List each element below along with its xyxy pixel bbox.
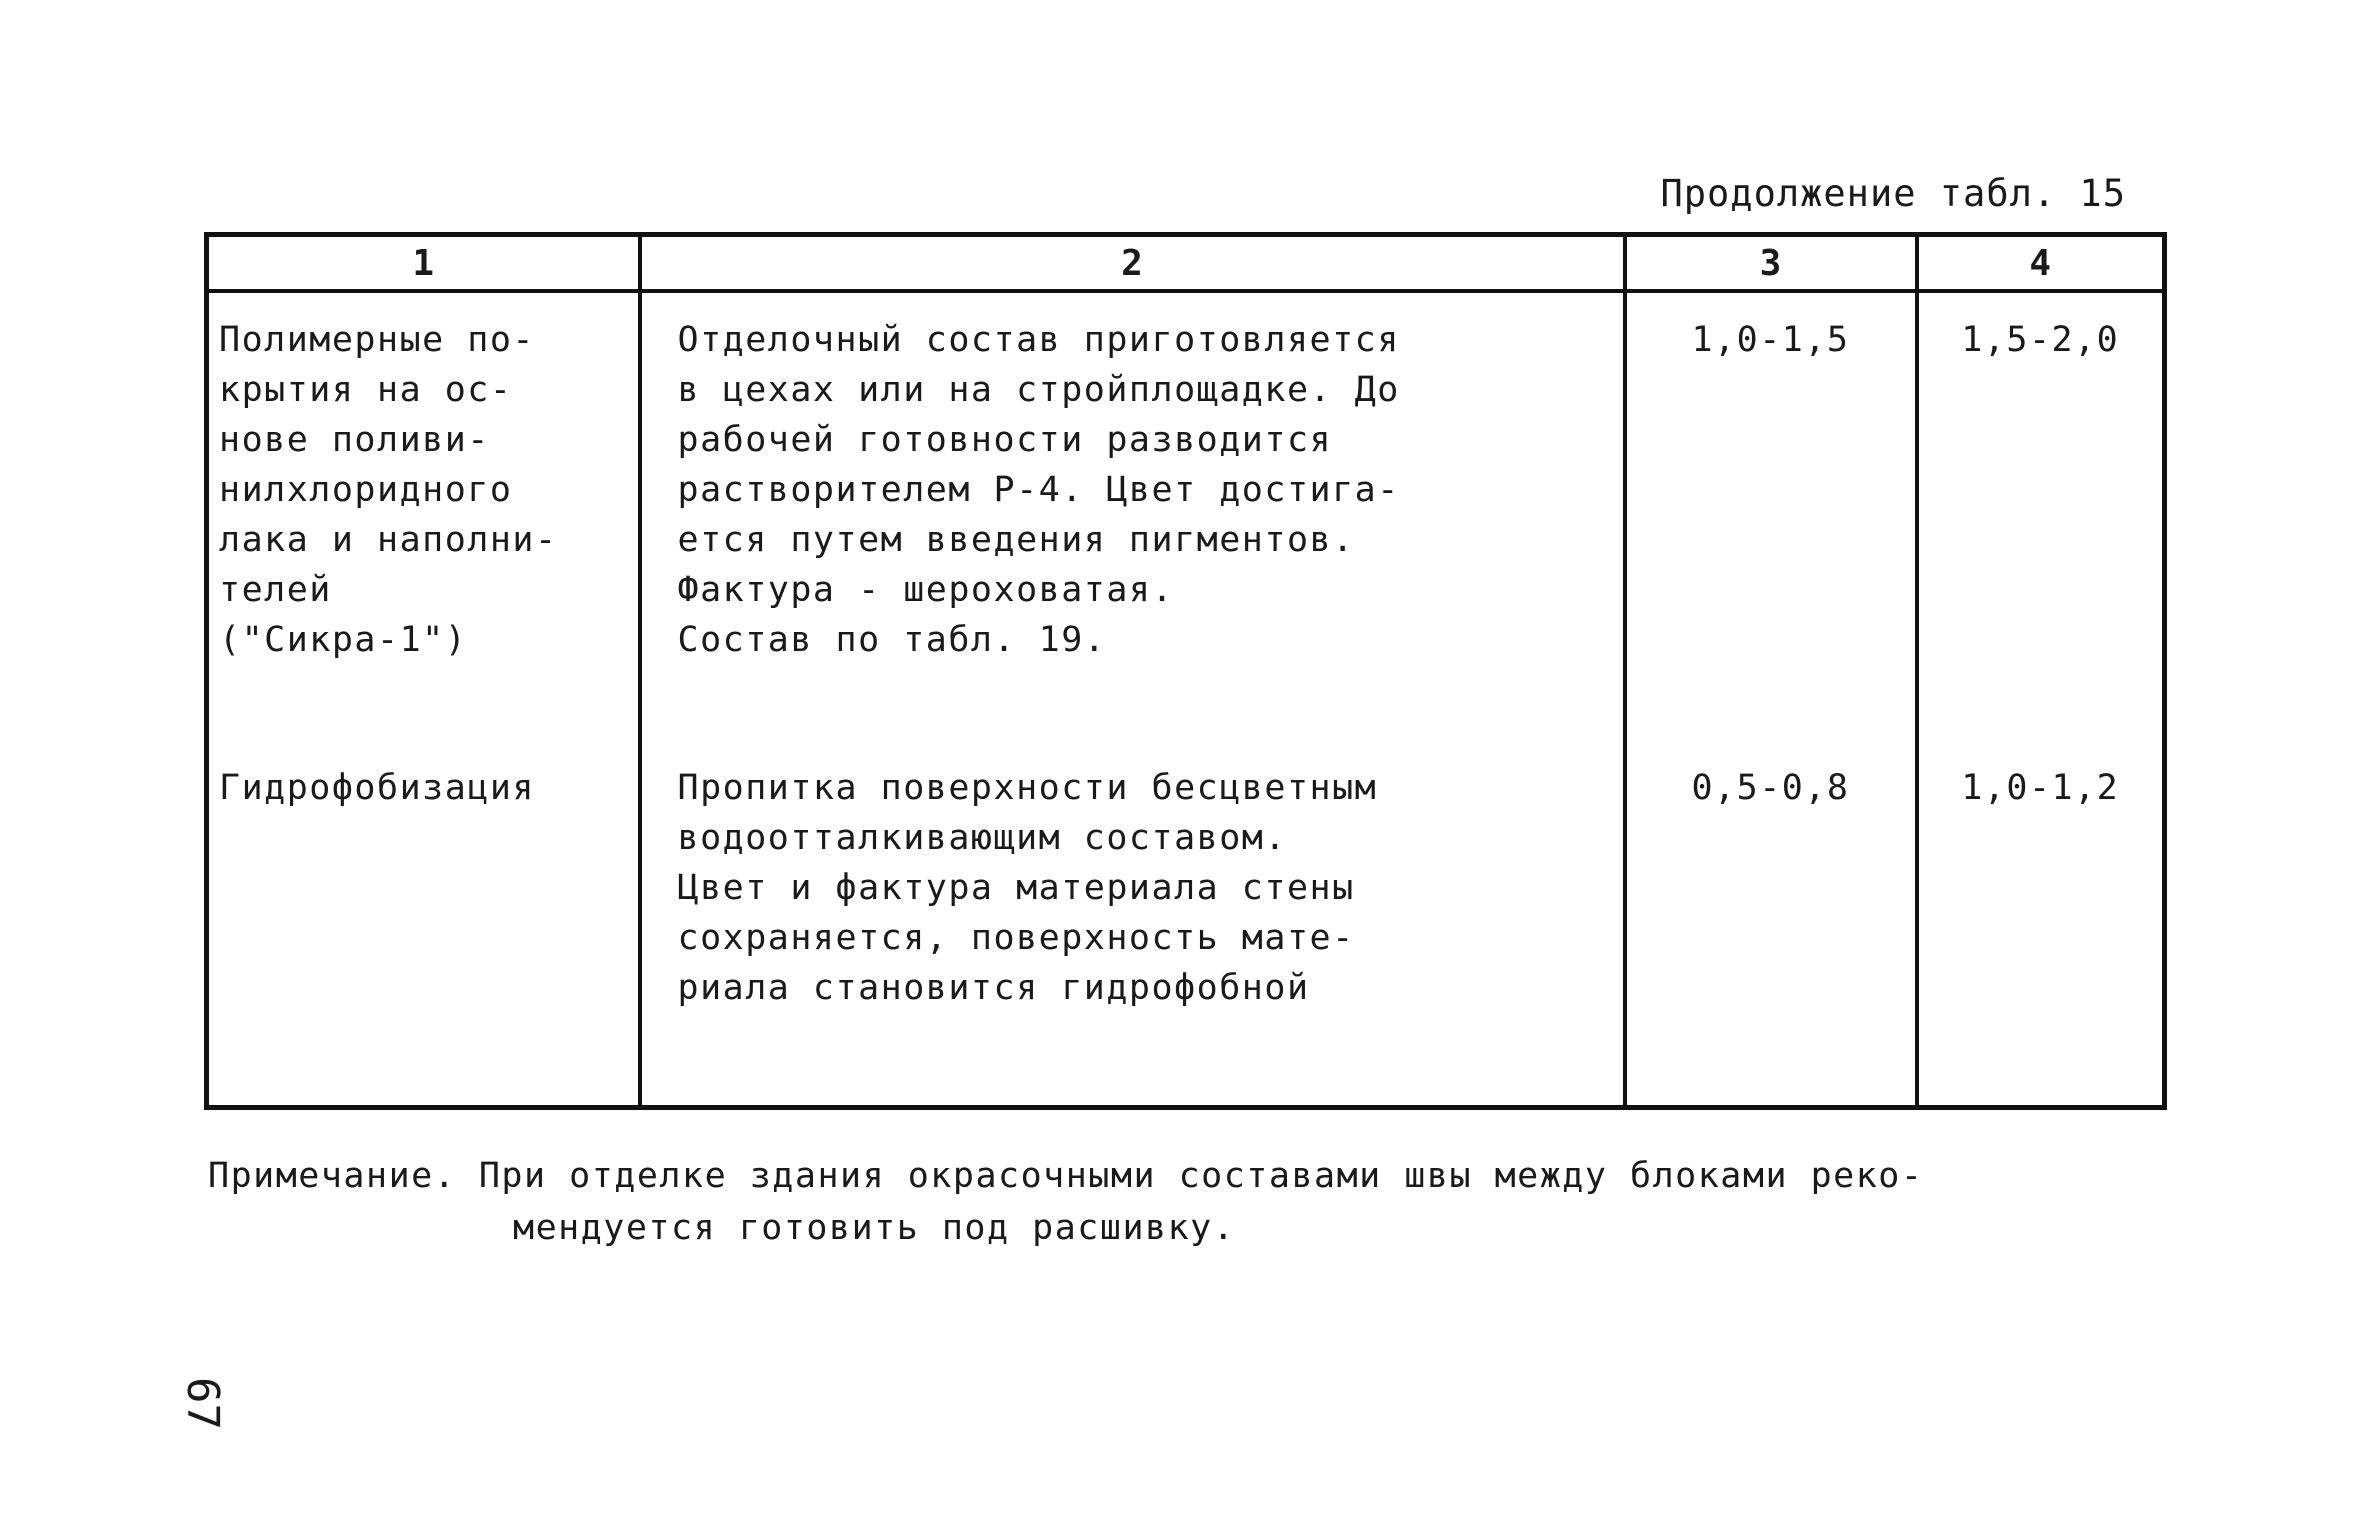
table-row [207,723,2165,1058]
table-note [208,1150,2168,1254]
header-col-3: 3 [1625,235,1917,292]
header-col-4: 4 [1917,235,2165,292]
value-col-4: 1,5-2,0 [1961,320,2120,360]
value-col-3: 0,5-0,8 [1691,767,1850,808]
header-col-1: 1 [207,235,640,292]
value-col-4: 1,0-1,2 [1961,767,2120,808]
value-col-3: 1,0-1,5 [1691,320,1850,360]
table-filler-row [207,1058,2165,1108]
table-header-row [207,235,2165,292]
table-caption: Продолжение табл. 15 [1660,172,2126,215]
header-col-2: 2 [640,235,1625,292]
finish-description: Пропитка поверхности бесцветным водоотталкивающим составом. Цвет и фактура материала стены сохраняется, поверхность мате- риала становится гидрофобной [677,767,1378,1008]
finish-type: Гидрофобизация [219,767,536,808]
note-line-1: Примечание. При отделке здания окрасочными составами швы между блоками реко- [208,1156,1924,1196]
materials-table [204,232,2167,1110]
note-line-2: мендуется готовить под расшивку. [513,1208,1236,1248]
table-row [207,291,2165,723]
page-number: 67 [176,1377,228,1430]
finish-description: Отделочный состав приготовляется в цехах или на стройплощадке. До рабочей готовности разводится растворителем Р-4. Цвет достига- ется путем введения пигментов. Фактура - шероховатая. Состав по табл. 19. [677,320,1400,660]
finish-type: Полимерные по- крытия на ос- нове поливи- нилхлоридного лака и наполни- телей ("Сикра-1") [219,320,558,660]
